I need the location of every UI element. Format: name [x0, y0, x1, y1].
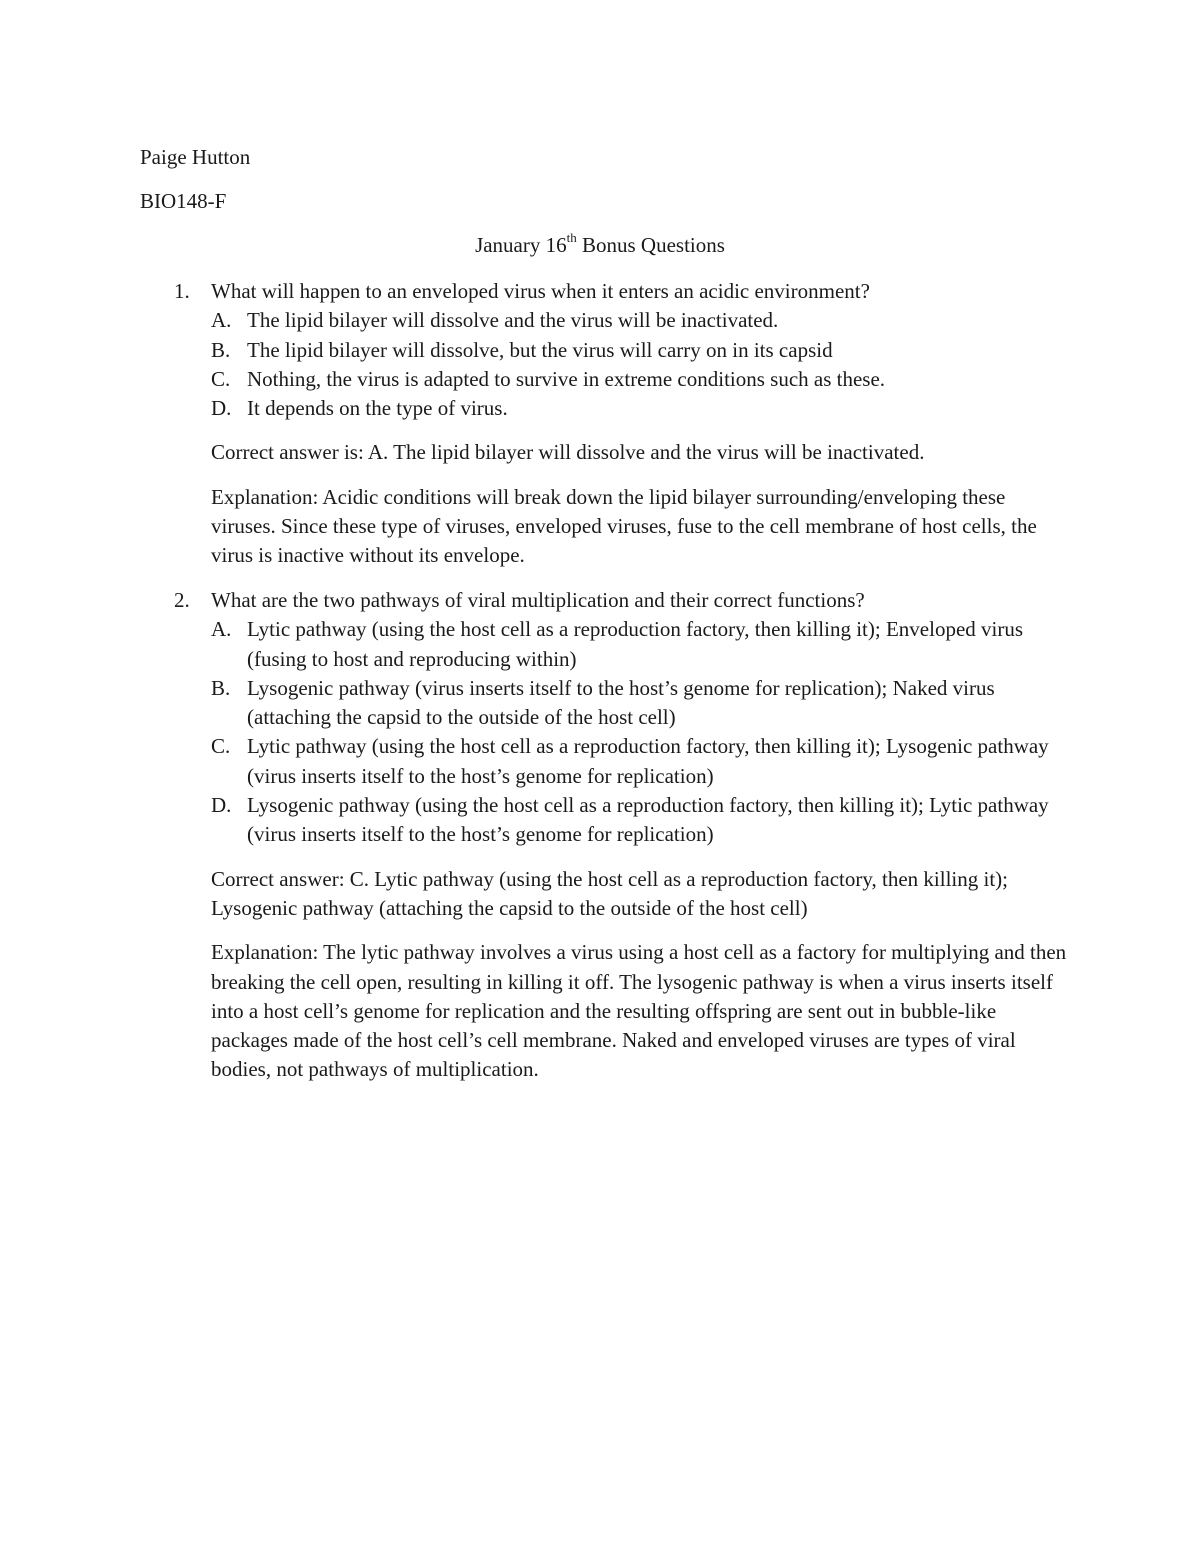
option-text: Lytic pathway (using the host cell as a reproduction factory, then killing it); Enveloped virus (fusing to host and reproducing within)	[247, 617, 1024, 671]
option-letter: D.	[211, 793, 232, 818]
option-text: It depends on the type of virus.	[247, 396, 508, 421]
question-number: 2.	[174, 588, 190, 612]
question-number: 1.	[174, 279, 190, 303]
option-letter: A.	[211, 308, 232, 333]
option-text: The lipid bilayer will dissolve and the virus will be inactivated.	[247, 308, 779, 333]
option-b	[140, 336, 1070, 365]
option-letter: C.	[211, 734, 231, 759]
title-prefix: January 16	[475, 233, 567, 257]
question-1-explanation: Explanation: Acidic conditions will break down the lipid bilayer surrounding/enveloping these viruses. Since these type of viruses, enveloped viruses, fuse to the cell membrane of host cells, the virus is inactive without its envelope.	[211, 484, 1037, 568]
option-letter: C.	[211, 366, 231, 391]
question-2-options	[140, 615, 1070, 849]
option-text: Lytic pathway (using the host cell as a reproduction factory, then killing it); Lysogenic pathway (virus inserts itself to the host’s genome for replication)	[247, 734, 1049, 788]
question-1-prompt	[140, 277, 1070, 306]
option-text: Nothing, the virus is adapted to survive in extreme conditions such as these.	[247, 366, 886, 391]
option-d	[140, 791, 1070, 850]
option-letter: B.	[211, 337, 231, 362]
option-text: Lysogenic pathway (using the host cell as a reproduction factory, then killing it); Lytic pathway (virus inserts itself to the host’s genome for replication)	[247, 793, 1049, 847]
document-title	[0, 231, 1200, 260]
option-text: The lipid bilayer will dissolve, but the virus will carry on in its capsid	[247, 337, 833, 362]
question-text: What will happen to an enveloped virus when it enters an acidic environment?	[211, 279, 870, 303]
option-c	[140, 365, 1070, 394]
option-d	[140, 394, 1070, 423]
option-letter: D.	[211, 396, 232, 421]
student-name: Paige Hutton	[140, 145, 251, 169]
title-superscript: th	[566, 230, 577, 245]
question-1-answer: Correct answer is: A. The lipid bilayer will dissolve and the virus will be inactivated.	[211, 440, 925, 465]
course-code: BIO148-F	[140, 189, 227, 213]
title-suffix: Bonus Questions	[576, 233, 725, 257]
question-2-explanation: Explanation: The lytic pathway involves a virus using a host cell as a factory for multiplying and then breaking the cell open, resulting in killing it off. The lysogenic pathway is when a virus inserts itself into a host cell’s genome for replication and the resulting offspring are sent out in bubble-like packages made of the host cell’s cell membrane. Naked and enveloped viruses are types of viral bodies, not pathways of multiplication.	[211, 940, 1067, 1082]
question-2	[140, 586, 1070, 1085]
option-text: Lysogenic pathway (virus inserts itself to the host’s genome for replication); Naked virus (attaching the capsid to the outside of the host cell)	[247, 675, 995, 730]
option-a	[140, 306, 1070, 335]
question-2-answer: Correct answer: C. Lytic pathway (using the host cell as a reproduction factory, then killing it); Lysogenic pathway (attaching the capsid to the outside of the host cell)	[211, 866, 1009, 920]
question-1-options	[140, 306, 1070, 423]
option-b	[140, 674, 1070, 733]
question-text: What are the two pathways of viral multiplication and their correct functions?	[211, 588, 865, 612]
option-c	[140, 732, 1070, 791]
question-2-prompt	[140, 586, 1070, 615]
option-letter: A.	[211, 617, 232, 642]
question-1	[140, 277, 1070, 571]
option-a	[140, 615, 1070, 674]
option-letter: B.	[211, 675, 231, 700]
